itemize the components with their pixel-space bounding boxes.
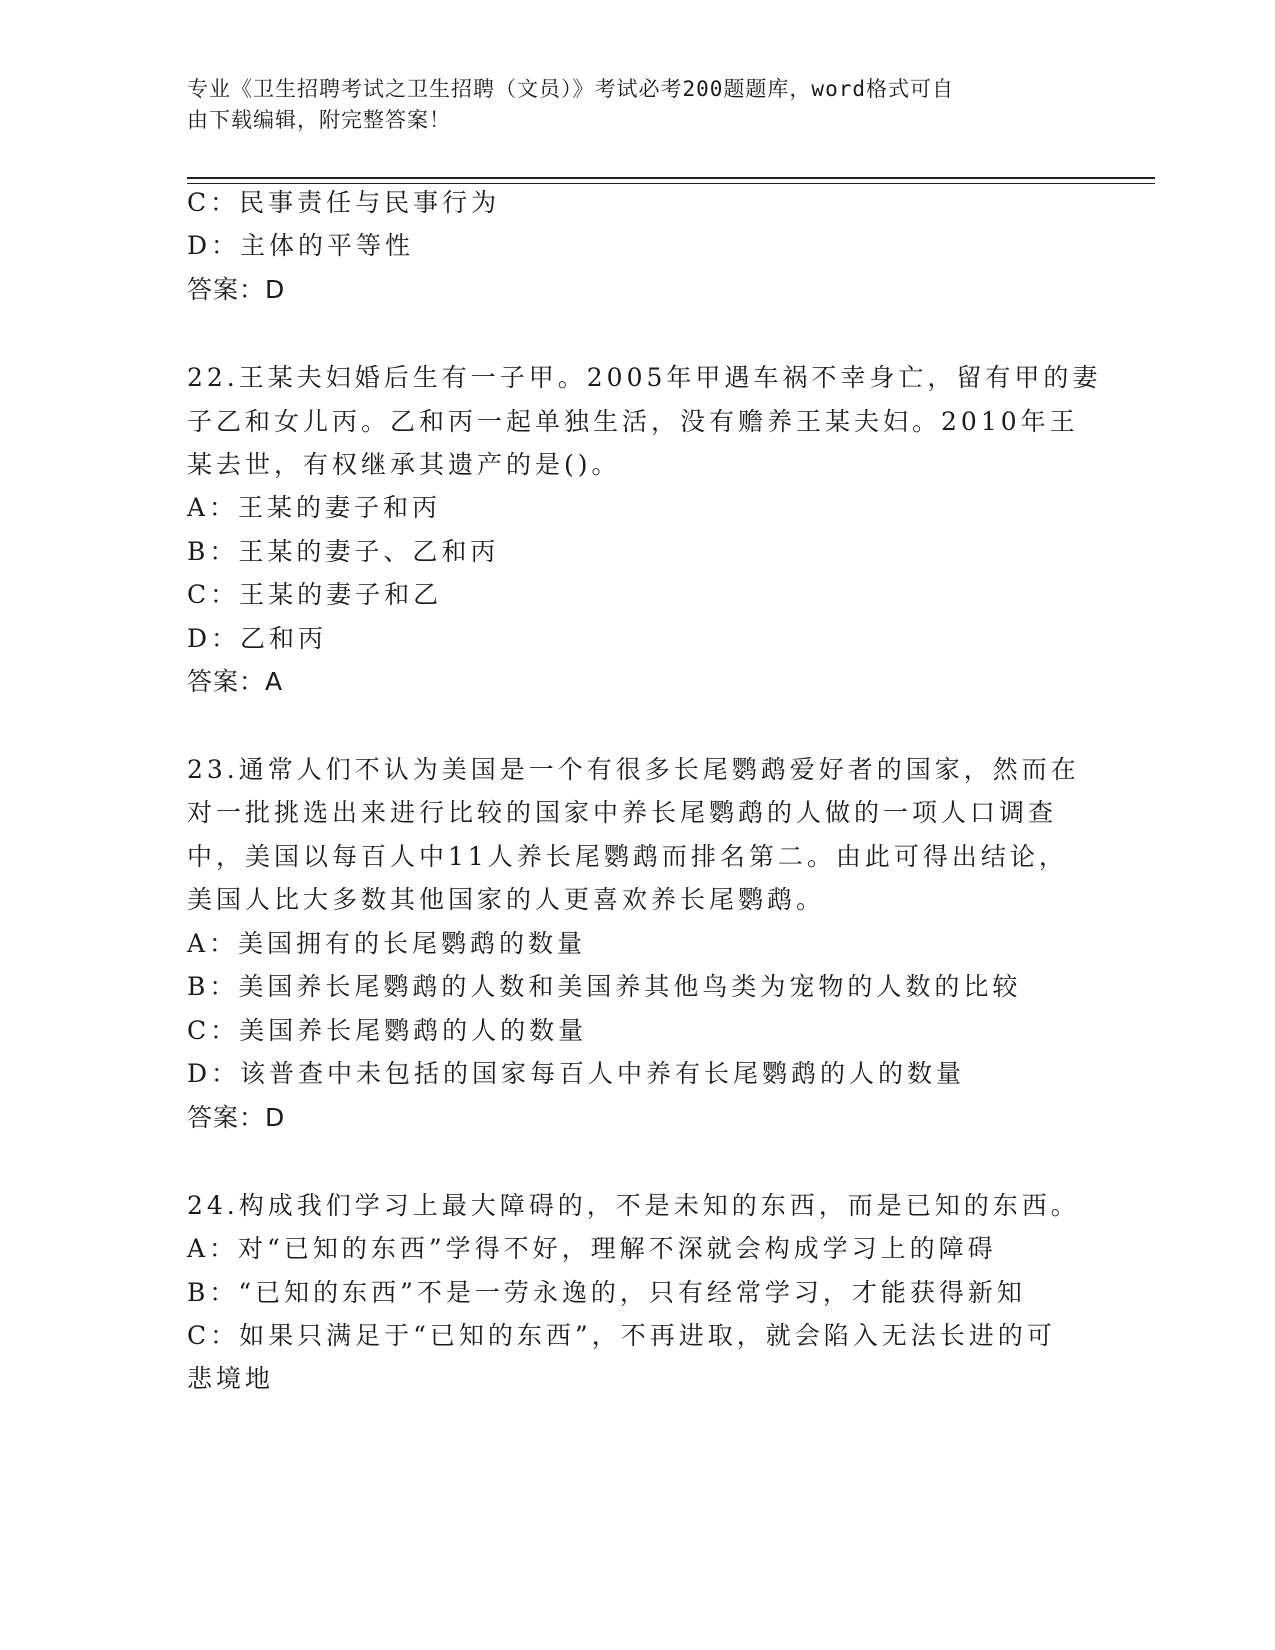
q24-option-c-line-1: C：如果只满足于“已知的东西”，不再进取，就会陷入无法长进的可 <box>187 1321 1056 1350</box>
q23-option-b: B：美国养长尾鹦鹉的人数和美国养其他鸟类为宠物的人数的比较 <box>187 972 1022 1001</box>
q24-stem-line-1: 24.构成我们学习上最大障碍的，不是未知的东西，而是已知的东西。 <box>187 1191 1080 1220</box>
header-rule-thin <box>187 183 1155 184</box>
q22-stem-line-3: 某去世，有权继承其遗产的是()。 <box>187 450 621 479</box>
q22-stem-line-2: 子乙和女儿丙。乙和丙一起单独生活，没有赡养王某夫妇。2010年王 <box>187 407 1079 436</box>
q22-answer: 答案：A <box>187 667 284 696</box>
q23-option-a: A：美国拥有的长尾鹦鹉的数量 <box>187 929 587 958</box>
q23-stem-line-3: 中，美国以每百人中11人养长尾鹦鹉而排名第二。由此可得出结论， <box>187 842 1068 871</box>
q22-option-d: D：乙和丙 <box>187 624 328 653</box>
q23-option-c: C：美国养长尾鹦鹉的人的数量 <box>187 1016 588 1045</box>
q24-option-c-line-2: 悲境地 <box>187 1364 275 1393</box>
q22-option-b: B：王某的妻子、乙和丙 <box>187 537 500 566</box>
q23-option-d: D：该普查中未包括的国家每百人中养有长尾鹦鹉的人的数量 <box>187 1059 966 1088</box>
header-rule-thick <box>187 177 1155 179</box>
document-header <box>187 74 1067 136</box>
q21-answer: 答案：D <box>187 275 286 304</box>
header-line-2: 由下载编辑，附完整答案！ <box>187 108 451 132</box>
q22-option-c: C：王某的妻子和乙 <box>187 580 443 609</box>
q24-option-b: B：“已知的东西”不是一劳永逸的，只有经常学习，才能获得新知 <box>187 1278 1026 1307</box>
q23-stem-line-2: 对一批挑选出来进行比较的国家中养长尾鹦鹉的人做的一项人口调查 <box>187 798 1058 827</box>
q21-option-d: D：主体的平等性 <box>187 231 415 260</box>
q23-stem-line-1: 23.通常人们不认为美国是一个有很多长尾鹦鹉爱好者的国家，然而在 <box>187 755 1080 784</box>
q22-option-a: A：王某的妻子和丙 <box>187 493 442 522</box>
q22-stem-line-1: 22.王某夫妇婚后生有一子甲。2005年甲遇车祸不幸身亡，留有甲的妻 <box>187 363 1102 392</box>
q21-option-c: C：民事责任与民事行为 <box>187 188 501 217</box>
q23-stem-line-4: 美国人比大多数其他国家的人更喜欢养长尾鹦鹉。 <box>187 885 826 914</box>
q23-answer: 答案：D <box>187 1103 286 1132</box>
q24-option-a: A：对“已知的东西”学得不好，理解不深就会构成学习上的障碍 <box>187 1234 997 1263</box>
header-line-1: 专业《卫生招聘考试之卫生招聘（文员）》考试必考200题题库，word格式可自 <box>187 77 954 101</box>
